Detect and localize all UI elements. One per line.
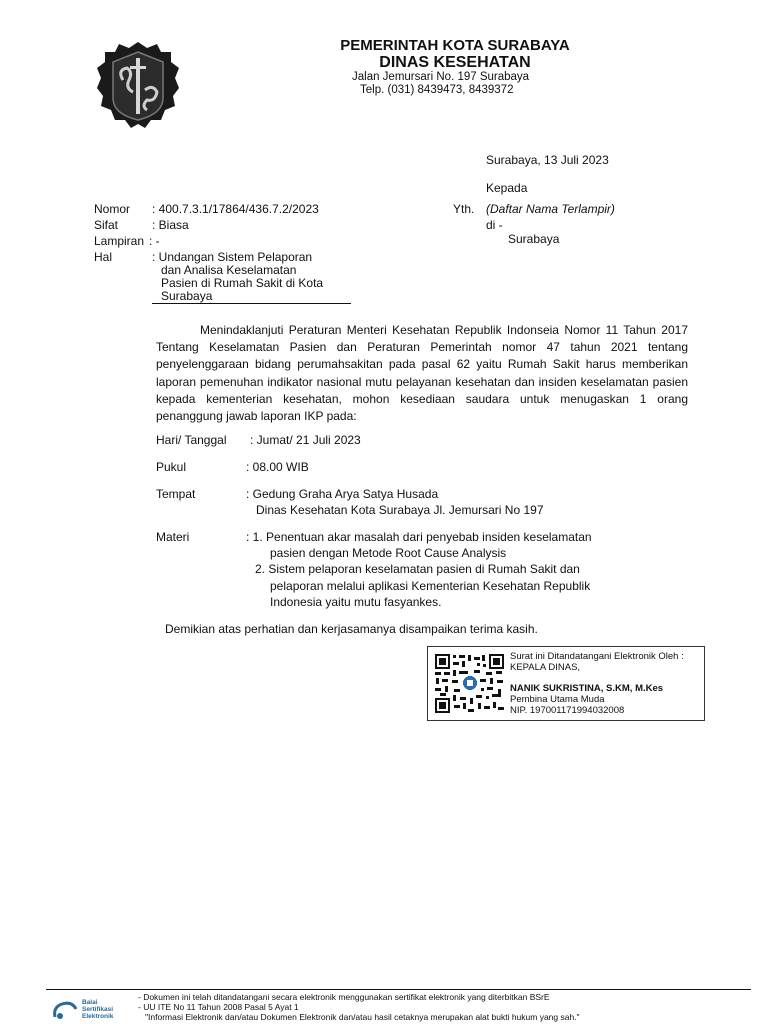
- materi-line-4: pelaporan melalui aplikasi Kementerian Kesehatan Republik: [270, 579, 591, 593]
- header-government: PEMERINTAH KOTA SURABAYA: [340, 37, 570, 54]
- body-paragraph-text: Menindaklanjuti Peraturan Menteri Kesehatan Republik Indonseia Nomor 11 Tahun 2017 Tentang Keselamatan Pasien dan Peraturan Pemerintah nomor 47 tahun 2021 tentang penyelenggaraan bidang perumahsakitan pada pasal 62 yaitu Rumah Sakit harus memberikan laporan pemenuhan indikator nasional mutu pelayanan kesehatan dan insiden keselamatan pasien kepada kementerian kesehatan, mohon kesediaan saudara untuk menugaskan 1 orang penanggung jawab laporan IKP pada:: [156, 323, 688, 424]
- recipient-name: (Daftar Nama Terlampir): [486, 202, 615, 216]
- footer-line-1: - Dokumen ini telah ditandatangani secara elektronik menggunakan sertifikat elektronik yang diterbitkan BSrE: [138, 992, 550, 1002]
- nomor-label: Nomor: [94, 202, 131, 216]
- recipient-di: di -: [486, 218, 503, 232]
- materi-line-2: pasien dengan Metode Root Cause Analysis: [270, 546, 507, 560]
- signatory-nip: NIP. 197001171994032008: [510, 705, 625, 716]
- hal-line-4: Surabaya: [161, 289, 213, 303]
- recipient-kepada: Kepada: [486, 181, 528, 195]
- nomor-value: : 400.7.3.1/17864/436.7.2/2023: [152, 202, 319, 216]
- hal-underline: [152, 303, 351, 304]
- recipient-city: Surabaya: [508, 232, 560, 246]
- bsre-logo-text-2: Sertifikasi: [82, 1006, 114, 1013]
- bsre-logo-icon: [52, 999, 78, 1021]
- closing-text: Demikian atas perhatian dan kerjasamanya disampaikan terima kasih.: [165, 622, 538, 636]
- hal-line-3: Pasien di Rumah Sakit di Kota: [161, 276, 324, 290]
- signatory-rank: Pembina Utama Muda: [510, 694, 605, 705]
- pukul-value: : 08.00 WIB: [246, 460, 309, 474]
- e-signature-box: [427, 646, 705, 721]
- lampiran-label: Lampiran: [94, 234, 145, 248]
- bsre-logo: [52, 997, 132, 1023]
- materi-line-1: : 1. Penentuan akar masalah dari penyebab insiden keselamatan: [246, 530, 592, 544]
- bsre-logo-text-3: Elektronik: [82, 1013, 114, 1020]
- materi-line-3: 2. Sistem pelaporan keselamatan pasien di Rumah Sakit dan: [255, 562, 580, 576]
- materi-label: Materi: [156, 530, 190, 544]
- surabaya-crest-icon: [95, 40, 181, 130]
- tempat-line-1: : Gedung Graha Arya Satya Husada: [246, 487, 439, 501]
- body-paragraph: [156, 322, 688, 425]
- signatory-name: NANIK SUKRISTINA, S.KM, M.Kes: [510, 683, 664, 694]
- footer-line-3: "Informasi Elektronik dan/atau Dokumen Elektronik dan/atau hasil cetaknya merupakan alat bukti hukum yang sah.": [145, 1012, 580, 1022]
- header-phone: Telp. (031) 8439473, 8439372: [360, 84, 514, 96]
- bsre-logo-text-1: Balai: [82, 999, 98, 1006]
- signature-line-2: KEPALA DINAS,: [510, 662, 581, 673]
- qr-code-icon: [434, 653, 505, 714]
- sifat-value: : Biasa: [152, 218, 189, 232]
- hari-value: : Jumat/ 21 Juli 2023: [250, 433, 361, 447]
- footer-line-2: - UU ITE No 11 Tahun 2008 Pasal 5 Ayat 1: [138, 1002, 299, 1012]
- signature-line-1: Surat ini Ditandatangani Elektronik Oleh :: [510, 651, 684, 662]
- hal-label: Hal: [94, 250, 113, 264]
- lampiran-value: : -: [149, 234, 160, 248]
- hal-line-2: dan Analisa Keselamatan: [161, 263, 297, 277]
- header-department: DINAS KESEHATAN: [379, 54, 531, 71]
- hari-label: Hari/ Tanggal: [156, 433, 227, 447]
- pukul-label: Pukul: [156, 460, 187, 474]
- materi-line-5: Indonesia yaitu mutu fasyankes.: [270, 595, 442, 609]
- recipient-yth: Yth.: [453, 202, 475, 216]
- header-address: Jalan Jemursari No. 197 Surabaya: [352, 71, 530, 83]
- tempat-line-2: Dinas Kesehatan Kota Surabaya Jl. Jemursari No 197: [256, 503, 544, 517]
- tempat-label: Tempat: [156, 487, 196, 501]
- footer-divider: [46, 989, 751, 990]
- hal-line-1: : Undangan Sistem Pelaporan: [152, 250, 313, 264]
- letter-date: Surabaya, 13 Juli 2023: [486, 153, 609, 167]
- sifat-label: Sifat: [94, 218, 119, 232]
